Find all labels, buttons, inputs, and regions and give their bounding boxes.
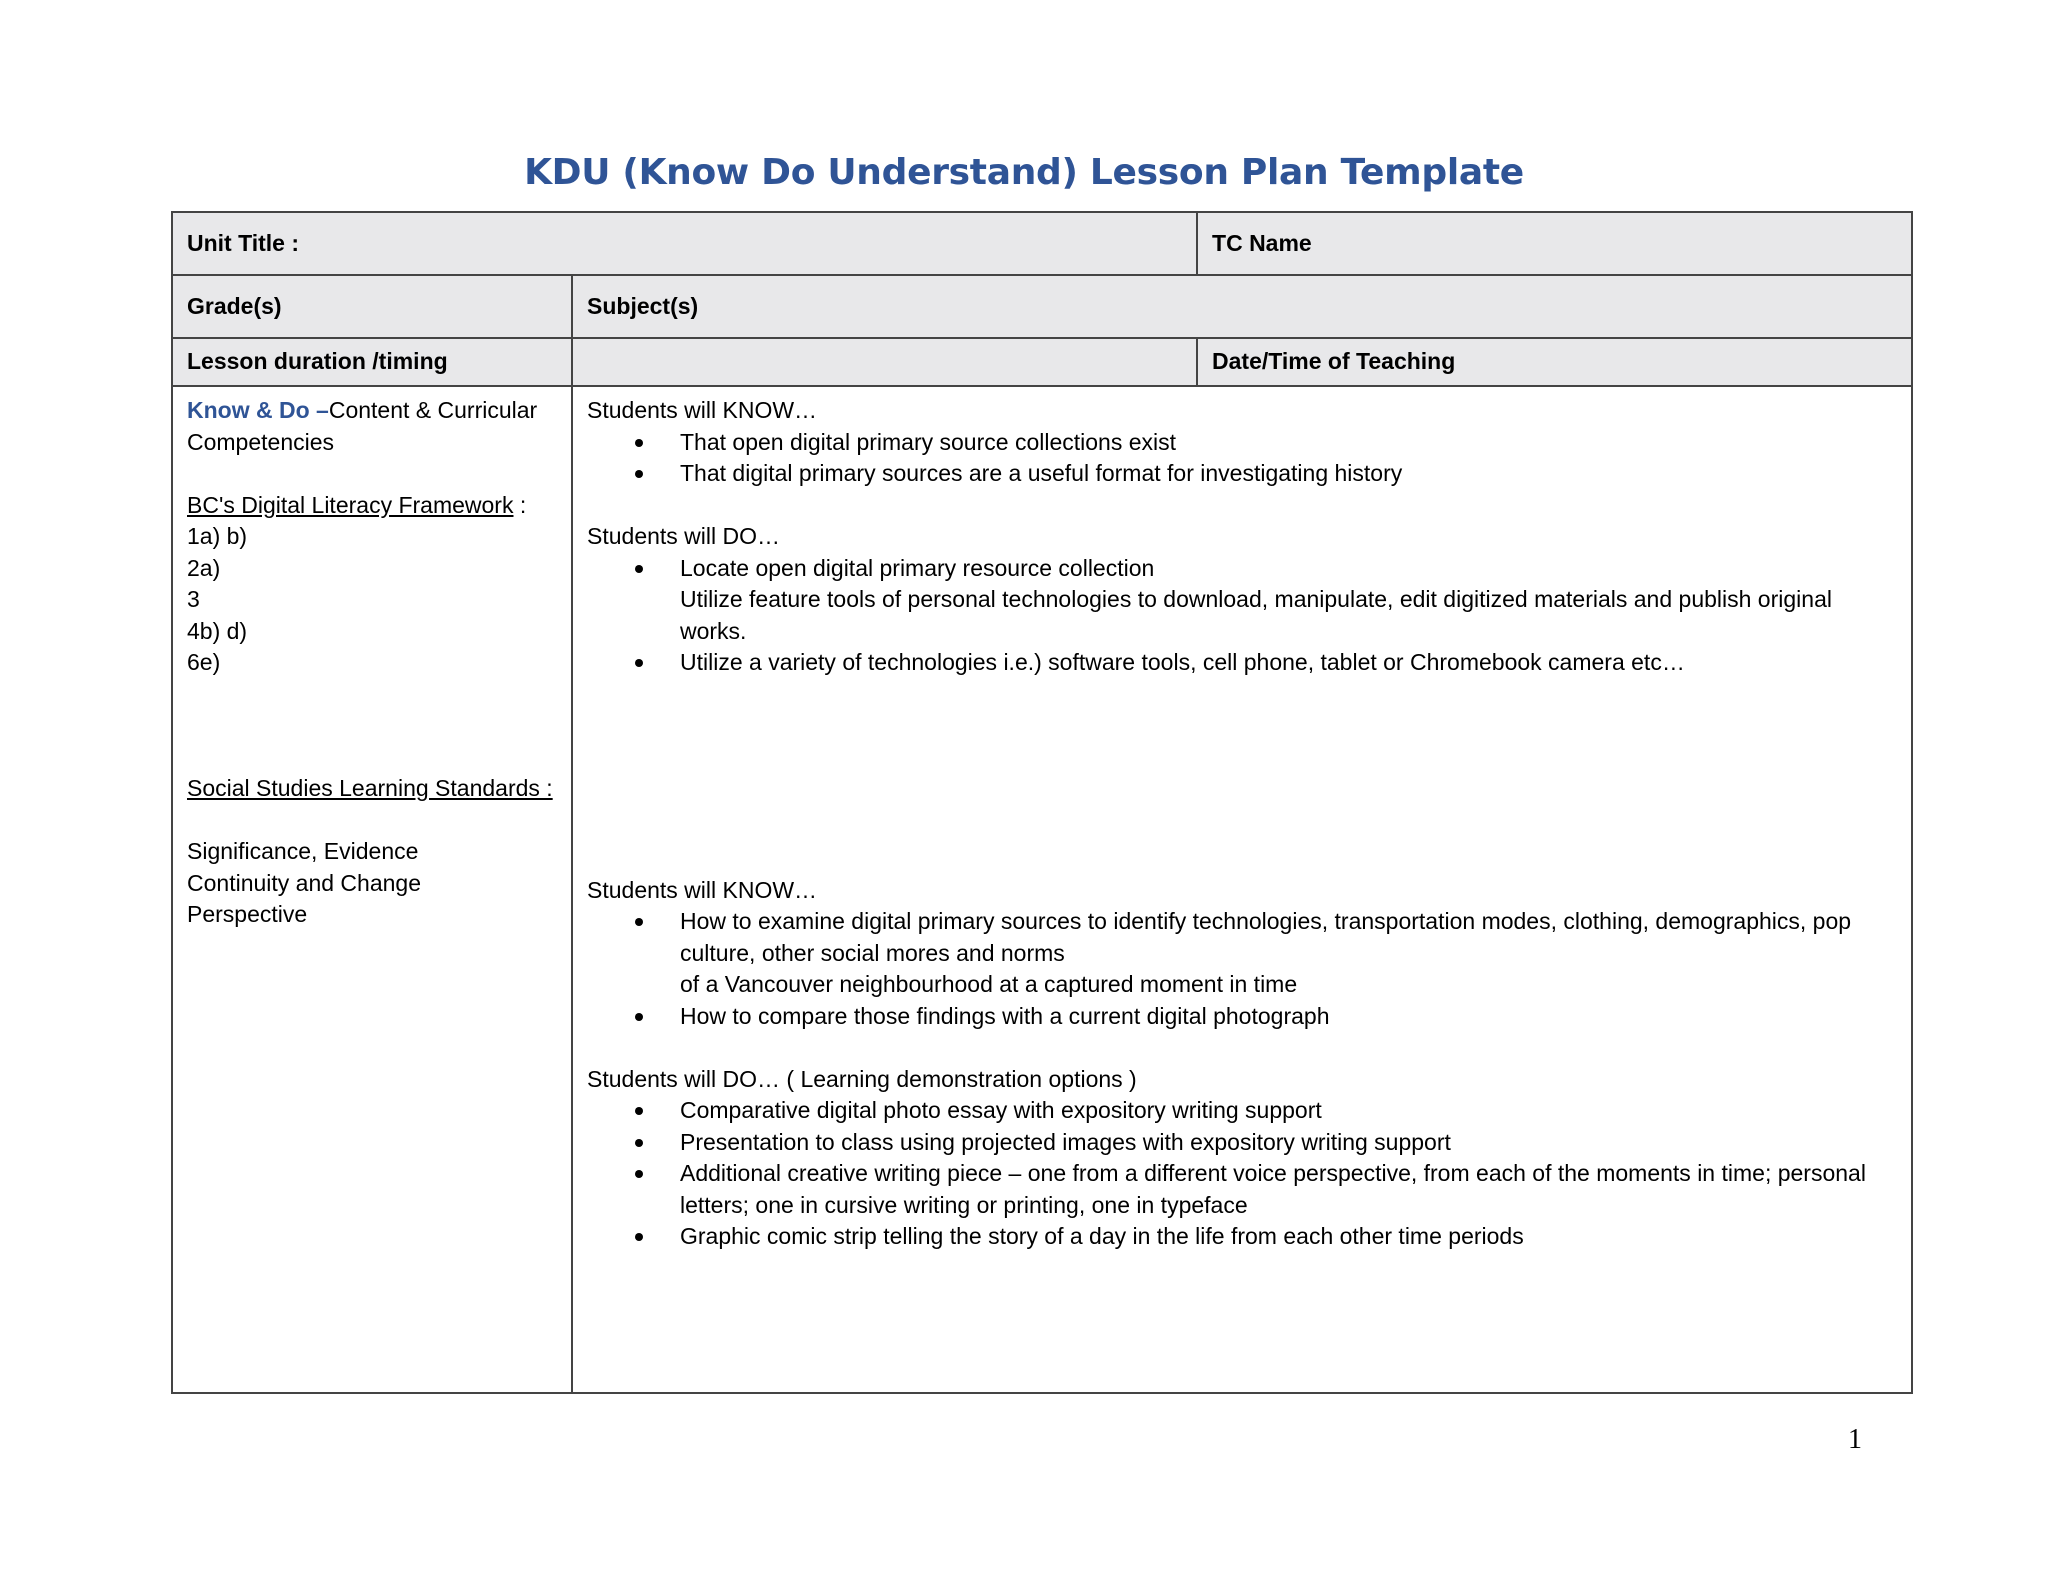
know-heading: Students will KNOW… bbox=[587, 876, 818, 903]
competencies-cell[interactable] bbox=[172, 386, 572, 1393]
standards-item: Significance, Evidence bbox=[187, 838, 419, 864]
framework-item: 4b) d) bbox=[187, 617, 248, 644]
do-list bbox=[587, 553, 1897, 679]
know-do-heading bbox=[187, 395, 557, 458]
unit-title-label: Unit Title : bbox=[187, 229, 300, 256]
subjects-cell[interactable] bbox=[572, 275, 1912, 338]
competencies-text: Content & Curricular Competencies bbox=[187, 397, 538, 455]
unit-title-row bbox=[172, 212, 1912, 275]
list-item: Utilize a variety of technologies i.e.) software tools, cell phone, tablet or Chromebook camera etc… bbox=[587, 647, 1897, 679]
framework-item: 6e) bbox=[187, 649, 221, 675]
outcomes-cell[interactable] bbox=[572, 386, 1912, 1393]
subjects-label: Subject(s) bbox=[587, 292, 699, 319]
unit-title-cell[interactable] bbox=[172, 212, 1197, 275]
tc-name-label: TC Name bbox=[1212, 229, 1312, 256]
list-item: Additional creative writing piece – one from a different voice perspective, from each of the moments in time; personal letters; one in cursive writing or printing, one in typeface bbox=[587, 1158, 1897, 1221]
standards-label: Social Studies Learning Standards : bbox=[187, 775, 553, 801]
framework-suffix: : bbox=[513, 491, 527, 518]
framework-item: 3 bbox=[187, 586, 200, 612]
framework-label: BC's Digital Literacy Framework bbox=[187, 491, 514, 518]
list-item: That open digital primary source collections exist bbox=[587, 427, 1897, 459]
duration-label: Lesson duration /timing bbox=[187, 348, 448, 375]
tc-name-cell[interactable] bbox=[1197, 212, 1912, 275]
know-do-label: Know & Do – bbox=[187, 397, 329, 423]
list-item: How to examine digital primary sources to identify technologies, transportation modes, clothing, demographics, pop culture, other social mores and norms bbox=[587, 906, 1897, 969]
duration-cell[interactable] bbox=[172, 338, 572, 386]
list-item: of a Vancouver neighbourhood at a captured moment in time bbox=[680, 971, 1298, 997]
list-item: Locate open digital primary resource collection bbox=[587, 553, 1897, 585]
date-time-label: Date/Time of Teaching bbox=[1212, 348, 1456, 375]
do-list bbox=[587, 1095, 1897, 1253]
document-title: KDU (Know Do Understand) Lesson Plan Template bbox=[524, 152, 1524, 193]
know-list bbox=[587, 427, 1897, 490]
list-item: That digital primary sources are a useful format for investigating history bbox=[587, 458, 1897, 490]
standards-item: Continuity and Change bbox=[187, 869, 421, 896]
framework-item: 1a) b) bbox=[187, 523, 248, 549]
framework-item: 2a) bbox=[187, 554, 221, 581]
framework-heading bbox=[187, 490, 557, 522]
lesson-plan-table bbox=[171, 211, 1913, 1394]
list-item: Graphic comic strip telling the story of a day in the life from each other time periods bbox=[587, 1221, 1897, 1253]
list-item: How to compare those findings with a current digital photograph bbox=[587, 1001, 1897, 1033]
know-heading: Students will KNOW… bbox=[587, 397, 818, 423]
list-item: Presentation to class using projected images with expository writing support bbox=[587, 1127, 1897, 1159]
duration-row bbox=[172, 338, 1912, 386]
standards-item: Perspective bbox=[187, 901, 308, 927]
grades-label: Grade(s) bbox=[187, 292, 282, 319]
do-heading: Students will DO… bbox=[587, 523, 781, 549]
list-item: Comparative digital photo essay with expository writing support bbox=[587, 1095, 1897, 1127]
know-list bbox=[587, 906, 1897, 1032]
date-time-cell[interactable] bbox=[1197, 338, 1912, 386]
page-number: 1 bbox=[1848, 1424, 1862, 1455]
do-heading: Students will DO… ( Learning demonstration options ) bbox=[587, 1065, 1137, 1092]
duration-value-cell[interactable] bbox=[572, 338, 1197, 386]
know-do-row bbox=[172, 386, 1912, 1393]
list-item: Utilize feature tools of personal technologies to download, manipulate, edit digitized materials and publish original works. bbox=[680, 586, 1832, 644]
grades-subjects-row bbox=[172, 275, 1912, 338]
grades-cell[interactable] bbox=[172, 275, 572, 338]
